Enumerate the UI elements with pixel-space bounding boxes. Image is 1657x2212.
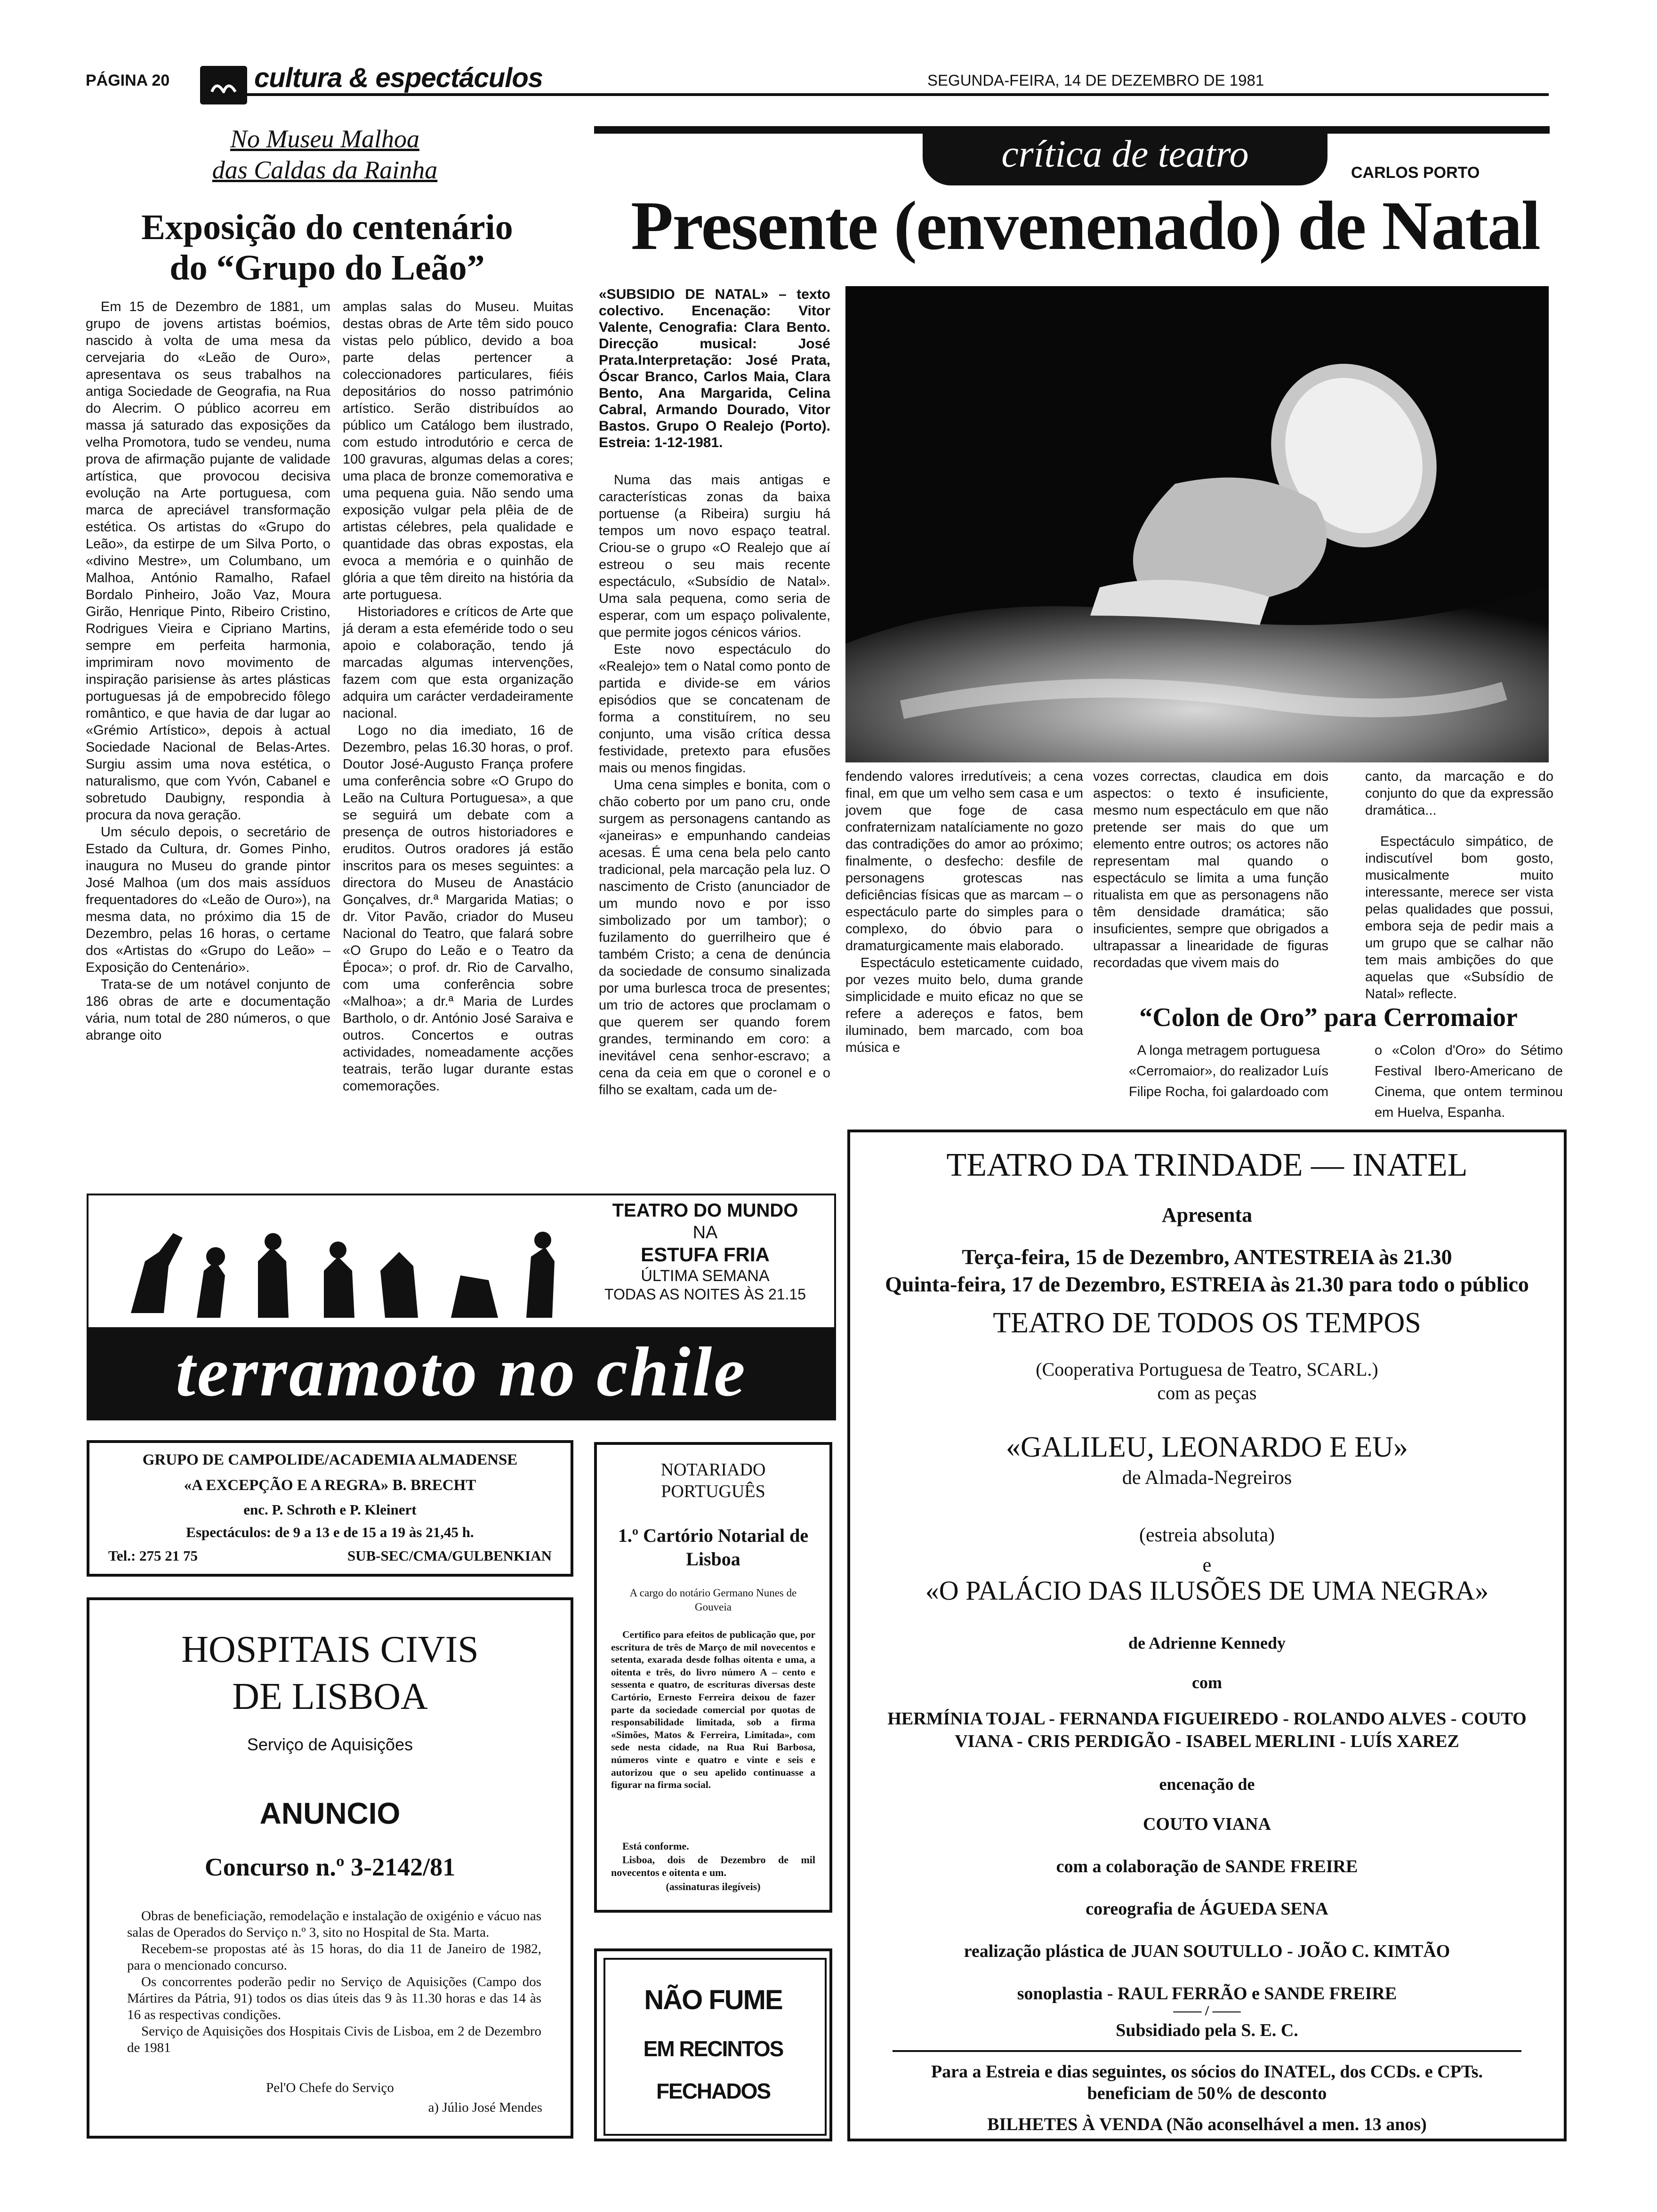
critica-column-3 <box>1093 768 1328 971</box>
hospitais-sign-2: a) Júlio José Mendes <box>428 2100 542 2115</box>
notariado-ad <box>594 1442 832 1913</box>
trindade-subsidiado: Subsidiado pela S. E. C. <box>1116 2020 1298 2040</box>
silhouette-figures-icon <box>103 1205 573 1322</box>
colon-headline: “Colon de Oro” para Cerromaior <box>1139 1003 1518 1032</box>
trindade-company: TEATRO DE TODOS OS TEMPOS <box>993 1307 1421 1339</box>
paragraph: Em 15 de Dezembro de 1881, um grupo de jovens artistas boémios, nascido à volta de uma mesa da cervejaria do «Leão de Ouro», apresentava os seus trabalhos na antiga Sociedade de Geografia, na Rua do Alecrim. O público acorreu em massa já saturado das exposições da velha Promotora, tudo se vendeu, numa prova de afirmação pujante de validade artística, que provocou decisiva evolução na Arte portuguesa, com marca de apreciável transformação estética. Os artistas do «Grupo do Leão», da estirpe de um Silva Porto, o «divino Mestre», um Columbano, um Malhoa, António Ramalho, Rafael Bordalo Pinheiro, João Vaz, Moura Girão, Henrique Pinto, Ribeiro Cristino, Rodrigues Vieira e Cipriano Martins, sempre em perfeita harmonia, imprimiram novo movimento de inspiração parisiense às artes plásticas portuguesas já de empobrecido fôlego romântico, e que havia de dar lugar ao «Grémio Artístico», depois à actual Sociedade Nacional de Belas-Artes. Surgiu assim uma nova estética, o naturalismo, que com Yvón, Cabanel e sobretudo Daubigny, respondia à procura da nova geração. <box>86 299 330 823</box>
critica-column-1 <box>599 472 830 1098</box>
notariado-conforme: Está conforme. <box>622 1840 689 1852</box>
article-column-2 <box>343 298 573 1095</box>
paragraph: Logo no dia imediato, 16 de Dezembro, pelas 16.30 horas, o prof. Doutor José-Augusto França profere uma conferência sobre «O Grupo do Leão na Cultura Portuguesa», a que se seguirá um debate com a presença de outros historiadores e eruditos. Outros oradores já estão inscritos para os meses seguintes: a directora do Museu de Anastácio Gonçalves, dr.ª Margarida Matias; o dr. Vitor Pavão, criador do Museu Nacional do Teatro, que falará sobre «O Grupo do Leão e o Teatro da Época»; o prof. dr. Rio de Carvalho, com uma conferência sobre «Malhoa»; a dr.ª Maria de Lurdes Bartholo, o dr. António José Saraiva e outros. Concertos e outras actividades, nomeadamente acções teatrais, terão lugar durante estas comemorações. <box>343 723 573 1094</box>
campolide-tel: Tel.: 275 21 75 <box>108 1547 198 1564</box>
hospitais-concurso: Concurso n.º 3-2142/81 <box>204 1853 456 1881</box>
colon-column-2: o «Colon d'Oro» do Sétimo Festival Ibero-Americano de Cinema, que ontem terminou em Huelva, Espanha. <box>1375 1043 1563 1120</box>
critica-author: CARLOS PORTO <box>1351 164 1480 182</box>
article-headline <box>108 207 546 288</box>
headline-line-1: Exposição do centenário <box>141 208 513 247</box>
article-column-1 <box>86 298 330 1044</box>
campolide-line-3: enc. P. Schroth e P. Kleinert <box>243 1501 417 1518</box>
campolide-sub: SUB-SEC/CMA/GULBENKIAN <box>347 1547 552 1564</box>
campolide-line-1: GRUPO DE CAMPOLIDE/ACADEMIA ALMADENSE <box>142 1451 518 1468</box>
paragraph: Uma cena simples e bonita, com o chão coberto por um pano cru, onde surgem as personagens cantando as «janeiras» e empunhando candeias acesas. É uma cena bela pelo canto tradicional, pela marcação pela luz. O nascimento de Cristo (anunciador de um mundo novo e por isso simbolizado por um tambor); o fuzilamento do guerrilheiro que é também Cristo; a cena de denúncia da sociedade de consumo sinalizada por uma burlesca troca de presentes; um trio de actores que proclamam o que querem ser quando forem grandes, terminando em coro: a inevitável cena senhor-escravo; a cena da ceia em que o coronel e o filho se exaltam, cada um de- <box>599 777 830 1098</box>
paragraph: Os concorrentes poderão pedir no Serviço de Aquisições (Campo dos Mártires da Pátria, 91) todos os dias úteis das 9 às 11.30 horas e das 14 às 16 as respectivas condições. <box>127 1974 541 2022</box>
trindade-encenacao-label: encenação de <box>1159 1775 1255 1794</box>
trindade-cast-2: VIANA - CRIS PERDIGÃO - ISABEL MERLINI - LUÍS XAREZ <box>955 1731 1459 1751</box>
terramoto-title: terramoto no chile <box>176 1333 747 1411</box>
terramoto-line-1: TEATRO DO MUNDO <box>612 1200 798 1221</box>
trindade-play-1-author: de Almada-Negreiros <box>1122 1467 1292 1489</box>
kicker-line-2: das Caldas da Rainha <box>212 156 438 184</box>
trindade-play-1: «GALILEU, LEONARDO E EU» <box>1005 1431 1408 1463</box>
trindade-plastica: realização plástica de JUAN SOUTULLO - JOÃO C. KIMTÃO <box>964 1941 1450 1961</box>
hospitais-title-2: DE LISBOA <box>232 1676 428 1717</box>
notariado-data: Lisboa, dois de Dezembro de mil novecentos e oitenta e um. <box>611 1854 815 1878</box>
header-rule <box>200 93 1549 96</box>
paragraph: canto, da marcação e do conjunto do que da expressão dramática... <box>1365 769 1553 818</box>
trindade-play-2: «O PALÁCIO DAS ILUSÕES DE UMA NEGRA» <box>925 1575 1489 1606</box>
trindade-colaboracao: com a colaboração de SANDE FREIRE <box>1056 1857 1358 1876</box>
trindade-com: com <box>1192 1673 1222 1692</box>
campolide-line-4: Espectáculos: de 9 a 13 e de 15 a 19 às 21,45 h. <box>186 1524 474 1540</box>
trindade-bilhetes: BILHETES À VENDA (Não aconselhável a men. 13 anos) <box>987 2115 1427 2134</box>
page-number: PÁGINA 20 <box>86 72 170 89</box>
headline-line-2: do “Grupo do Leão” <box>169 248 485 288</box>
trindade-encenacao: COUTO VIANA <box>1142 1814 1271 1834</box>
notariado-body: Certifico para efeitos de publicação que, por escritura de três de Março de mil novecentos e setenta, exarada desde folhas oitenta e uma, a oitenta e três, do livro número A – cento e sessenta e quatro, de escrituras diversas deste Cartório, Ernesto Ferreira deixou de fazer parte da sociedade comercial por quotas de responsabilidade limitada, sob a firma «Simões, Matos & Ferreira, Limitada», com sede nesta cidade, na Rua Rui Barbosa, números vinte e quatro e vinte e seis e autorizou que o seu apelido continuasse a figurar na firma social. <box>611 1629 815 1791</box>
trindade-socios-2: beneficiam de 50% de desconto <box>1087 2084 1327 2103</box>
critica-column-2 <box>845 768 1083 1056</box>
nao-fume-line-2: EM RECINTOS <box>643 2036 783 2061</box>
campolide-ad <box>87 1440 573 1577</box>
hospitais-ad <box>87 1597 573 2139</box>
critica-column-4 <box>1365 768 1553 1002</box>
trindade-coreografia: coreografia de ÁGUEDA SENA <box>1086 1899 1328 1919</box>
terramoto-line-2: NA <box>692 1223 718 1242</box>
terramoto-line-5: TODAS AS NOITES ÀS 21.15 <box>604 1286 806 1303</box>
section-title: cultura & espectáculos <box>254 63 543 93</box>
trindade-play-2-author: de Adrienne Kennedy <box>1128 1634 1286 1652</box>
campolide-line-2: «A EXCEPÇÃO E A REGRA» B. BRECHT <box>184 1477 476 1494</box>
paragraph: Serviço de Aquisições dos Hospitais Civis de Lisboa, em 2 de Dezembro de 1981 <box>127 2024 541 2055</box>
paragraph: Obras de beneficiação, remodelação e instalação de oxigénio e vácuo nas salas de Operados do Serviço n.º 3, sito no Hospital de Sta. Marta. <box>127 1908 541 1940</box>
terramoto-line-3: ESTUFA FRIA <box>641 1243 770 1266</box>
terramoto-line-4: ÚLTIMA SEMANA <box>641 1267 770 1285</box>
hospitais-body <box>127 1908 541 2056</box>
trindade-slash: —— / —— <box>1173 2003 1241 2019</box>
trindade-title: TEATRO DA TRINDADE — INATEL <box>946 1147 1468 1183</box>
critica-credits: «SUBSIDIO DE NATAL» – texto colectivo. Encenação: Vitor Valente, Cenografia: Clara Bento. Direcção musical: José Prata.Interpretação: José Prata, Óscar Branco, Carlos Maia, Clara Bento, Ana Margarida, Celina Cabral, Armando Dourado, Vitor Bastos. Grupo O Realejo (Porto). Estreia: 1-12-1981. <box>599 287 830 450</box>
trindade-estreia: (estreia absoluta) <box>1139 1524 1275 1546</box>
critica-banner-text: crítica de teatro <box>1001 132 1249 175</box>
paragraph: Trata-se de um notável conjunto de 186 obras de arte e documentação vária, num total de 280 números, o que abrange oito <box>86 977 330 1043</box>
trindade-date-1: Terça-feira, 15 de Dezembro, ANTESTREIA às 21.30 <box>962 1245 1452 1269</box>
hospitais-sign-1: Pel'O Chefe do Serviço <box>266 2080 394 2095</box>
hospitais-title-1: HOSPITAIS CIVIS <box>181 1629 479 1670</box>
trindade-cast-1: HERMÍNIA TOJAL - FERNANDA FIGUEIREDO - ROLANDO ALVES - COUTO <box>887 1709 1527 1729</box>
trindade-apresenta: Apresenta <box>1161 1203 1253 1226</box>
theatre-photo <box>845 286 1549 762</box>
paragraph: Espectáculo esteticamente cuidado, por vezes muito belo, duma grande simplicidade e muito eficaz no que se refere a adereços e fatos, bem iluminado, bem marcado, com boa música e <box>845 955 1083 1055</box>
paragraph: Historiadores e críticos de Arte que já deram a esta efeméride todo o seu apoio e colaboração, tendo já marcadas algumas intervenções, fazem com que esta organização adquira um carácter verdadeiramente nacional. <box>343 604 573 721</box>
hospitais-anuncio: ANUNCIO <box>259 1796 401 1830</box>
paragraph: Este novo espectáculo do «Realejo» tem o Natal como ponto de partida e divide-se em vários episódios que se concatenam de forma a constituírem, no seu conjunto, uma visão crítica dessa festividade, pretexto para efusões mais ou menos fingidas. <box>599 642 830 776</box>
kicker-line-1: No Museu Malhoa <box>230 125 419 153</box>
trindade-socios-1: Para a Estreia e dias seguintes, os sócios do INATEL, dos CCDs. e CPTs. <box>931 2062 1483 2082</box>
nao-fume-line-1: NÃO FUME <box>644 1985 782 2015</box>
critica-headline: Presente (envenenado) de Natal <box>631 187 1540 264</box>
trindade-sonoplastia: sonoplastia - RAUL FERRÃO e SANDE FREIRE <box>1017 1984 1397 2004</box>
trindade-ad <box>847 1130 1567 2141</box>
trindade-divider <box>893 2050 1521 2052</box>
notariado-title: NOTARIADO PORTUGUÊS <box>660 1460 766 1501</box>
paragraph: Recebem-se propostas até às 15 horas, do dia 11 de Janeiro de 1982, para o mencionado concurso. <box>127 1941 541 1973</box>
notariado-cargo: A cargo do notário Germano Nunes de Gouveia <box>629 1587 797 1613</box>
trindade-date-2: Quinta-feira, 17 de Dezembro, ESTREIA às 21.30 para todo o público <box>885 1272 1529 1296</box>
paragraph: amplas salas do Museu. Muitas destas obras de Arte têm sido pouco vistas pelo público, devido a boa parte delas pertencer a coleccionadores particulares, fiéis depositários do nosso património artístico. Serão distribuídos ao público um Catálogo bem ilustrado, com estudo introdutório e cerca de 100 gravuras, algumas delas a cores; uma placa de bronze comemorativa e uma pequena guia. Não sendo uma exposição vulgar pela plêia de de artistas célebres, pela qualidade e quantidade das obras expostas, ela evoca a memória e o quinhão de glória a que têm direito na história da arte portuguesa. <box>343 299 573 602</box>
trindade-e: e <box>1202 1555 1212 1576</box>
paragraph: vozes correctas, claudica em dois aspectos: o texto é insuficiente, mesmo num espectáculo em que não pretende ser mais do que um elemento entre outros; os actores não representam mal quando o espectáculo se limita a uma função ritualista em que as personagens não têm densidade dramática; são insuficientes, sempre que obrigados a ultrapassar a linearidade de figuras recordadas que vivem mais do <box>1093 769 1328 970</box>
paragraph: fendendo valores irredutíveis; a cena final, em que um velho sem casa e um jovem que foge de casa confraternizam natalíciamente no gozo das contradições do amor ao próximo; finalmente, o desfecho: desfile de personagens grotescas nas deficiências físicas que as marcam – o espectáculo parte do simples para o complexo, do óbvio para o dramaturgicamente mais elaborado. <box>845 769 1083 954</box>
terramoto-ad <box>87 1194 836 1420</box>
hospitais-subtitle: Serviço de Aquisições <box>247 1735 413 1754</box>
colon-column-1: A longa metragem portuguesa «Cerromaior», do realizador Luís Filipe Rocha, foi galardoado com <box>1129 1043 1328 1099</box>
trindade-coop: (Cooperativa Portuguesa de Teatro, SCARL.) <box>1036 1359 1378 1380</box>
nao-fume-line-3: FECHADOS <box>656 2079 771 2103</box>
section-logo-icon <box>200 66 247 104</box>
notariado-assin: (assinaturas ilegíveis) <box>666 1881 761 1892</box>
paragraph: Um século depois, o secretário de Estado da Cultura, dr. Gomes Pinho, inaugura no Museu do grande pintor José Malhoa (um dos mais assíduos frequentadores do «Leão de Ouro»), na mesma data, no próximo dia 15 de Dezembro, pelas 16 horas, o certame dos «Artistas do «Grupo do Leão» – Exposição do Centenário». <box>86 825 330 975</box>
article-kicker <box>179 123 471 185</box>
page-date: SEGUNDA-FEIRA, 14 DE DEZEMBRO DE 1981 <box>927 72 1264 89</box>
paragraph: Numa das mais antigas e características zonas da baixa portuense (a Ribeira) surgiu há tempos um novo espaço teatral. Criou-se o grupo «O Realejo que aí estreou o seu mais recente espectáculo, «Subsídio de Natal». Uma sala pequena, como seria de esperar, com um espaço polivalente, que permite jogos cénicos vários. <box>599 473 830 640</box>
nao-fume-ad <box>594 1948 832 2141</box>
paragraph: Espectáculo simpático, de indiscutível bom gosto, musicalmente muito interessante, merece ser vista pelas qualidades que possui, embora seja de pedir mais a um grupo que se calhar não tem mais ambições do que aquelas que «Subsídio de Natal» reflecte. <box>1365 834 1553 1002</box>
notariado-cartorio: 1.º Cartório Notarial de Lisboa <box>618 1525 809 1570</box>
trindade-com-pecas: com as peças <box>1157 1382 1257 1403</box>
